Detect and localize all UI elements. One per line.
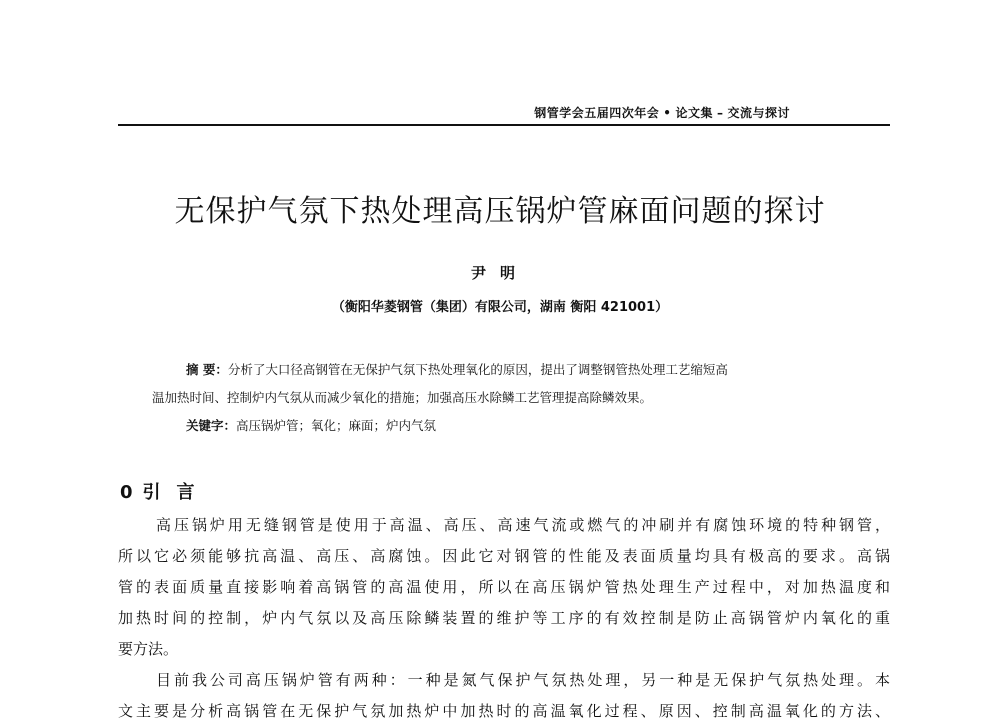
body-line: 高压锅炉用无缝钢管是使用于高温、高压、高速气流或燃气的冲刷并有腐蚀环境的特种钢管，	[156, 516, 890, 534]
abstract-label: 摘 要：	[186, 362, 228, 377]
header-dot: •	[663, 106, 672, 120]
paper-title: 无保护气氛下热处理高压锅炉管麻面问题的探讨	[174, 194, 826, 229]
abstract-block	[152, 356, 852, 440]
header-collection: 论文集	[675, 106, 713, 120]
abstract-line-1	[152, 356, 852, 384]
section-title: 引言	[142, 482, 211, 503]
body-line: 文主要是分析高锅管在无保护气氛加热炉中加热时的高温氧化过程、原因、控制高温氧化的方法、	[118, 702, 890, 720]
body-line: 所以它必须能够抗高温、高压、高腐蚀。因此它对钢管的性能及表面质量均具有极高的要求。高锅	[118, 547, 890, 565]
body-line: 加热时间的控制，炉内气氛以及高压除鳞装置的维护等工序的有效控制是防止高锅管炉内氧化的重	[118, 609, 890, 627]
body-text	[118, 510, 890, 726]
keywords-label: 关键字：	[186, 418, 237, 433]
abstract-text-2: 温加热时间、控制炉内气氛从而减少氧化的措施；加强高压水除鳞工艺管理提高除鳞效果。	[152, 390, 653, 405]
keywords-line	[152, 412, 852, 440]
header-conference: 钢管学会五届四次年会	[534, 106, 660, 120]
abstract-line-2	[152, 384, 852, 412]
section-number: 0	[120, 482, 133, 503]
keywords-text: 高压锅炉管；氧化；麻面；炉内气氛	[236, 418, 437, 433]
header-dash: –	[716, 106, 724, 120]
abstract-text-1: 分析了大口径高钢管在无保护气氛下热处理氧化的原因，提出了调整钢管热处理工艺缩短高	[227, 362, 728, 377]
header-rule	[118, 124, 890, 126]
body-line: 要方法。	[118, 640, 179, 658]
author-name: 尹明	[470, 264, 529, 282]
body-line: 目前我公司高压锅炉管有两种：一种是氮气保护气氛热处理，另一种是无保护气氛热处理。本	[156, 671, 890, 689]
header-section: 交流与探讨	[727, 106, 790, 120]
author-affiliation: （衡阳华菱钢管（集团）有限公司，湖南 衡阳 421001）	[331, 300, 669, 315]
section-heading	[120, 478, 211, 504]
running-header	[120, 104, 890, 121]
body-line: 管的表面质量直接影响着高锅管的高温使用，所以在高压锅炉管热处理生产过程中，对加热温度和	[118, 578, 890, 596]
